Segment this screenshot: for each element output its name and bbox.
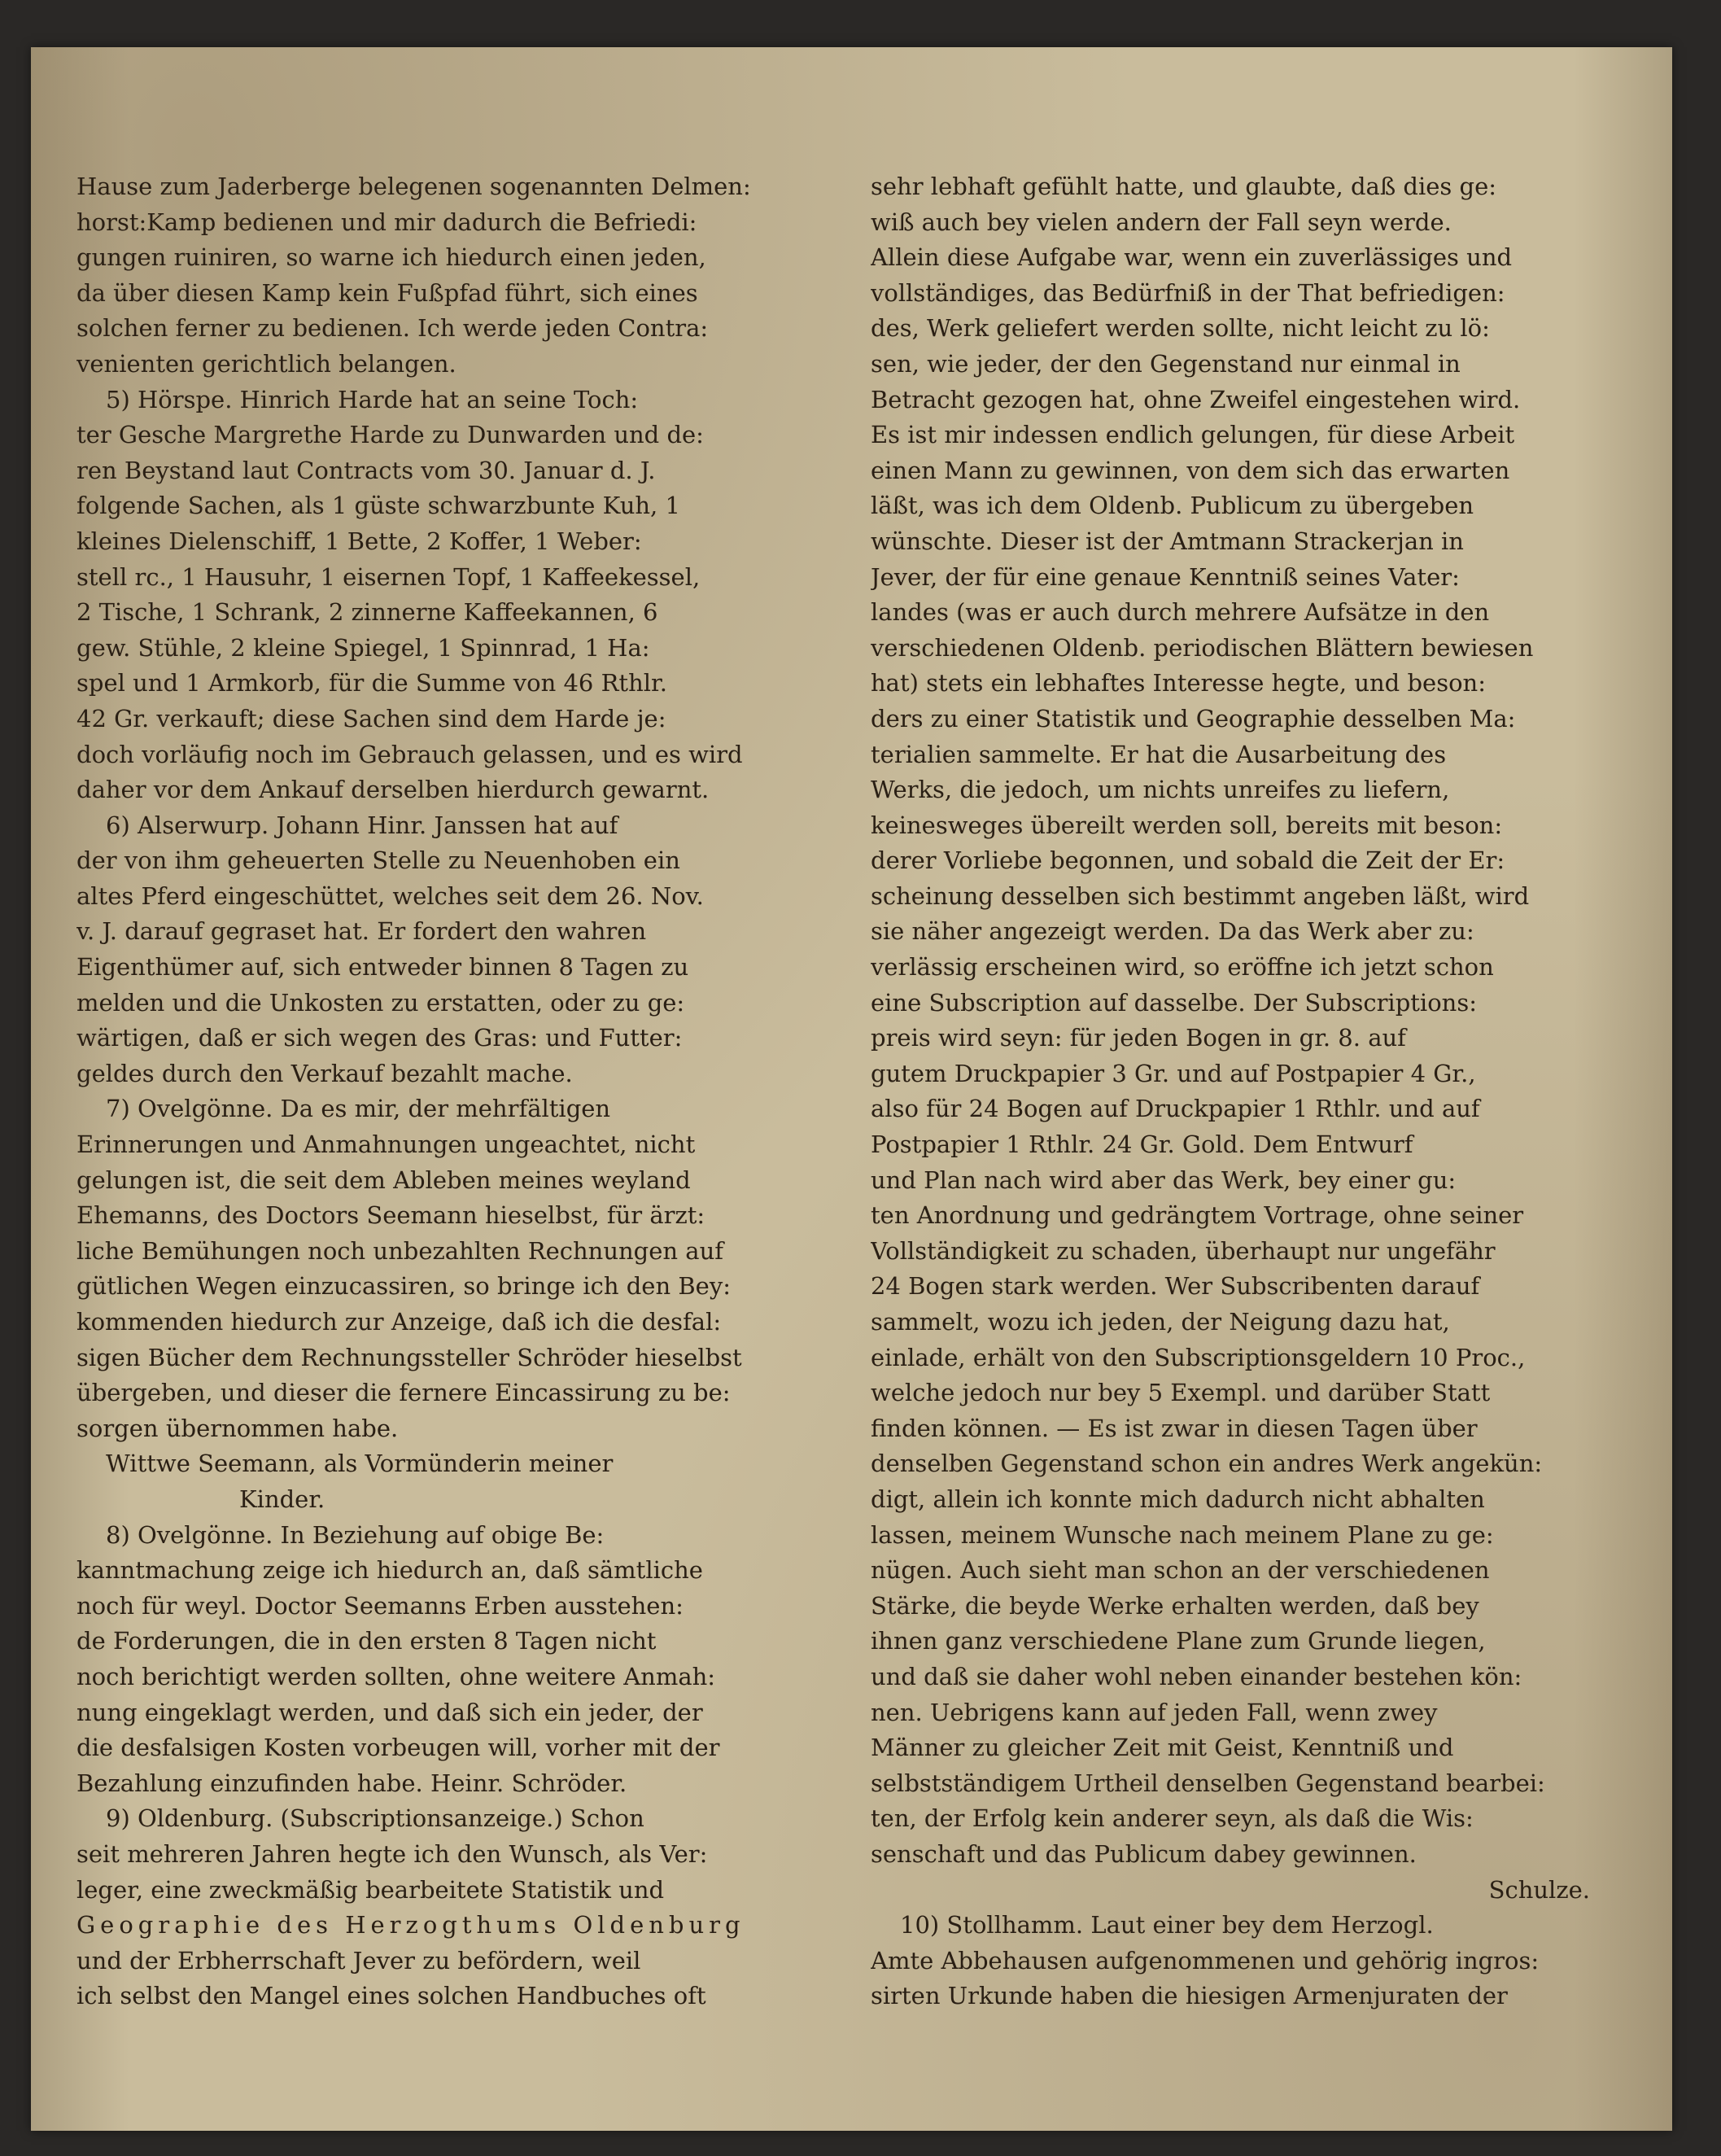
newspaper-page <box>31 47 1672 2131</box>
text-line: scheinung desselben sich bestimmt angeben läßt, wird <box>871 881 1530 910</box>
right-column <box>871 169 1597 2014</box>
text-line: wiß auch bey vielen andern der Fall seyn werde. <box>871 208 1452 236</box>
text-line: ders zu einer Statistik und Geographie desselben Ma: <box>871 704 1516 733</box>
text-line: kleines Dielenschiff, 1 Bette, 2 Koffer, 1 Weber: <box>76 527 642 555</box>
text-line: geldes durch den Verkauf bezahlt mache. <box>76 1059 573 1087</box>
text-line: keinesweges übereilt werden soll, bereits mit beson: <box>871 811 1503 839</box>
text-line: Geographie des Herzogthums Oldenburg <box>76 1911 745 1940</box>
text-line: wärtigen, daß er sich wegen des Gras: und Futter: <box>76 1024 683 1052</box>
text-line: nügen. Auch sieht man schon an der verschiedenen <box>871 1556 1490 1585</box>
text-line: seit mehreren Jahren hegte ich den Wunsch, als Ver: <box>76 1839 708 1868</box>
text-line: kanntmachung zeige ich hiedurch an, daß sämtliche <box>76 1556 703 1585</box>
text-line: und daß sie daher wohl neben einander bestehen kön: <box>871 1662 1522 1690</box>
notice-heading-line: 5) Hörspe. Hinrich Harde hat an seine Toch: <box>106 385 639 413</box>
text-line: noch für weyl. Doctor Seemanns Erben ausstehen: <box>76 1591 684 1620</box>
text-line: gew. Stühle, 2 kleine Spiegel, 1 Spinnrad, 1 Ha: <box>76 633 650 662</box>
text-line: sehr lebhaft gefühlt hatte, und glaubte, daß dies ge: <box>871 173 1497 200</box>
text-line: 2 Tische, 1 Schrank, 2 zinnerne Kaffeekannen, 6 <box>76 598 658 627</box>
text-line: Werks, die jedoch, um nichts unreifes zu liefern, <box>871 776 1450 804</box>
text-line: Betracht gezogen hat, ohne Zweifel eingestehen wird. <box>871 385 1521 413</box>
text-line: Vollständigkeit zu schaden, überhaupt nur ungefähr <box>871 1236 1496 1265</box>
text-line: venienten gerichtlich belangen. <box>76 349 456 378</box>
text-line: gutem Druckpapier 3 Gr. und auf Postpapier 4 Gr., <box>871 1059 1476 1087</box>
text-line: verlässig erscheinen wird, so eröffne ich jetzt schon <box>871 953 1494 982</box>
text-line: Allein diese Aufgabe war, wenn ein zuverlässiges und <box>871 243 1513 272</box>
text-line: eine Subscription auf dasselbe. Der Subscriptions: <box>871 988 1477 1017</box>
text-line: ter Gesche Margrethe Harde zu Dunwarden und de: <box>76 421 704 449</box>
text-line: Eigenthümer auf, sich entweder binnen 8 Tagen zu <box>76 953 689 982</box>
text-line: solchen ferner zu bedienen. Ich werde jeden Contra: <box>76 314 709 343</box>
text-line: also für 24 Bogen auf Druckpapier 1 Rthlr. und auf <box>871 1095 1480 1123</box>
text-line: altes Pferd eingeschüttet, welches seit dem 26. Nov. <box>76 881 704 910</box>
signature-line: Schulze. <box>1488 1875 1590 1904</box>
text-line: selbstständigem Urtheil denselben Gegenstand bearbei: <box>871 1769 1545 1797</box>
text-line: v. J. darauf gegraset hat. Er fordert den wahren <box>76 917 647 946</box>
text-line: des, Werk geliefert werden sollte, nicht leicht zu lö: <box>871 314 1490 343</box>
text-line: Erinnerungen und Anmahnungen ungeachtet, nicht <box>76 1130 696 1159</box>
text-line: ren Beystand laut Contracts vom 30. Januar d. J. <box>76 456 656 484</box>
text-line: vollständiges, das Bedürfniß in der That befriedigen: <box>871 278 1505 307</box>
text-line: Hause zum Jaderberge belegenen sogenannten Delmen: <box>76 173 751 200</box>
text-line: melden und die Unkosten zu erstatten, oder zu ge: <box>76 988 685 1017</box>
text-line: ten, der Erfolg kein anderer seyn, als daß die Wis: <box>871 1804 1474 1833</box>
text-line: daher vor dem Ankauf derselben hierdurch gewarnt. <box>76 776 710 804</box>
text-line: Postpapier 1 Rthlr. 24 Gr. Gold. Dem Entwurf <box>871 1130 1413 1159</box>
text-line: und Plan nach wird aber das Werk, bey einer gu: <box>871 1165 1457 1194</box>
text-line: ihnen ganz verschiedene Plane zum Grunde liegen, <box>871 1627 1486 1655</box>
text-line: spel und 1 Armkorb, für die Summe von 46 Rthlr. <box>76 669 667 698</box>
text-line: landes (was er auch durch mehrere Aufsätze in den <box>871 598 1490 627</box>
text-line: Es ist mir indessen endlich gelungen, für diese Arbeit <box>871 421 1515 449</box>
text-line: sen, wie jeder, der den Gegenstand nur einmal in <box>871 349 1461 378</box>
text-line: wünschte. Dieser ist der Amtmann Strackerjan in <box>871 527 1464 555</box>
text-line: lassen, meinem Wunsche nach meinem Plane zu ge: <box>871 1520 1494 1549</box>
notice-heading-line: 7) Ovelgönne. Da es mir, der mehrfältigen <box>106 1095 611 1123</box>
text-line: Jever, der für eine genaue Kenntniß seines Vater: <box>871 562 1460 591</box>
text-line: denselben Gegenstand schon ein andres Werk angekün: <box>871 1450 1543 1478</box>
text-line: sie näher angezeigt werden. Da das Werk aber zu: <box>871 917 1474 946</box>
text-line: senschaft und das Publicum dabey gewinnen. <box>871 1839 1417 1868</box>
text-line: liche Bemühungen noch unbezahlten Rechnungen auf <box>76 1236 724 1265</box>
text-line: horst:Kamp bedienen und mir dadurch die Befriedi: <box>76 208 697 236</box>
text-line: Ehemanns, des Doctors Seemann hieselbst, für ärzt: <box>76 1201 705 1230</box>
text-line: finden können. — Es ist zwar in diesen Tagen über <box>871 1414 1478 1442</box>
text-line: nen. Uebrigens kann auf jeden Fall, wenn zwey <box>871 1698 1438 1726</box>
text-line: einlade, erhält von den Subscriptionsgeldern 10 Proc., <box>871 1343 1526 1371</box>
text-line: doch vorläufig noch im Gebrauch gelassen, und es wird <box>76 740 743 768</box>
text-line: da über diesen Kamp kein Fußpfad führt, sich eines <box>76 278 698 307</box>
text-line: sammelt, wozu ich jeden, der Neigung dazu hat, <box>871 1308 1450 1336</box>
text-line: derer Vorliebe begonnen, und sobald die Zeit der Er: <box>871 846 1505 875</box>
text-line: übergeben, und dieser die fernere Eincassirung zu be: <box>76 1379 731 1407</box>
text-line: welche jedoch nur bey 5 Exempl. und darüber Statt <box>871 1379 1491 1407</box>
text-line: verschiedenen Oldenb. periodischen Blättern bewiesen <box>871 633 1534 662</box>
text-line: kommenden hiedurch zur Anzeige, daß ich die desfal: <box>76 1308 722 1336</box>
text-line: 42 Gr. verkauft; diese Sachen sind dem Harde je: <box>76 704 666 733</box>
signature-line: Wittwe Seemann, als Vormünderin meiner <box>106 1450 614 1478</box>
notice-heading-line: 6) Alserwurp. Johann Hinr. Janssen hat auf <box>106 811 618 839</box>
text-line: stell rc., 1 Hausuhr, 1 eisernen Topf, 1 Kaffeekessel, <box>76 562 701 591</box>
text-line: Bezahlung einzufinden habe. Heinr. Schröder. <box>76 1769 627 1797</box>
notice-heading-line: 9) Oldenburg. (Subscriptionsanzeige.) Schon <box>106 1804 644 1833</box>
text-line: ten Anordnung und gedrängtem Vortrage, ohne seiner <box>871 1201 1524 1230</box>
notice-heading-line: 10) Stollhamm. Laut einer bey dem Herzogl. <box>900 1911 1434 1940</box>
text-line: preis wird seyn: für jeden Bogen in gr. 8. auf <box>871 1024 1406 1052</box>
text-line: ich selbst den Mangel eines solchen Handbuches oft <box>76 1982 706 2010</box>
text-line: der von ihm geheuerten Stelle zu Neuenhoben ein <box>76 846 680 875</box>
text-line: hat) stets ein lebhaftes Interesse hegte, und beson: <box>871 669 1486 698</box>
text-line: und der Erbherrschaft Jever zu befördern, weil <box>76 1946 641 1975</box>
text-line: leger, eine zweckmäßig bearbeitete Statistik und <box>76 1875 665 1904</box>
text-line: terialien sammelte. Er hat die Ausarbeitung des <box>871 740 1447 768</box>
text-line: Amte Abbehausen aufgenommenen und gehörig ingros: <box>871 1946 1540 1975</box>
left-column <box>76 169 802 2014</box>
text-line: sorgen übernommen habe. <box>76 1414 399 1442</box>
text-line: 24 Bogen stark werden. Wer Subscribenten darauf <box>871 1272 1480 1301</box>
signature-line: Kinder. <box>239 1485 325 1513</box>
text-line: nung eingeklagt werden, und daß sich ein jeder, der <box>76 1698 703 1726</box>
text-line: folgende Sachen, als 1 güste schwarzbunte Kuh, 1 <box>76 492 680 520</box>
text-line: gungen ruiniren, so warne ich hiedurch einen jeden, <box>76 243 706 272</box>
text-line: digt, allein ich konnte mich dadurch nicht abhalten <box>871 1485 1485 1513</box>
notice-heading-line: 8) Ovelgönne. In Beziehung auf obige Be: <box>106 1520 605 1549</box>
text-line: sirten Urkunde haben die hiesigen Armenjuraten der <box>871 1982 1508 2010</box>
text-line: gelungen ist, die seit dem Ableben meines weyland <box>76 1165 691 1194</box>
text-line: die desfalsigen Kosten vorbeugen will, vorher mit der <box>76 1734 720 1762</box>
text-line: Männer zu gleicher Zeit mit Geist, Kenntniß und <box>871 1734 1454 1762</box>
text-line: Stärke, die beyde Werke erhalten werden, daß bey <box>871 1591 1479 1620</box>
text-line: läßt, was ich dem Oldenb. Publicum zu übergeben <box>871 492 1474 520</box>
text-line: sigen Bücher dem Rechnungssteller Schröder hieselbst <box>76 1343 742 1371</box>
text-line: gütlichen Wegen einzucassiren, so bringe ich den Bey: <box>76 1272 731 1301</box>
text-line: einen Mann zu gewinnen, von dem sich das erwarten <box>871 456 1510 484</box>
text-line: de Forderungen, die in den ersten 8 Tagen nicht <box>76 1627 657 1655</box>
text-line: noch berichtigt werden sollten, ohne weitere Anmah: <box>76 1662 716 1690</box>
